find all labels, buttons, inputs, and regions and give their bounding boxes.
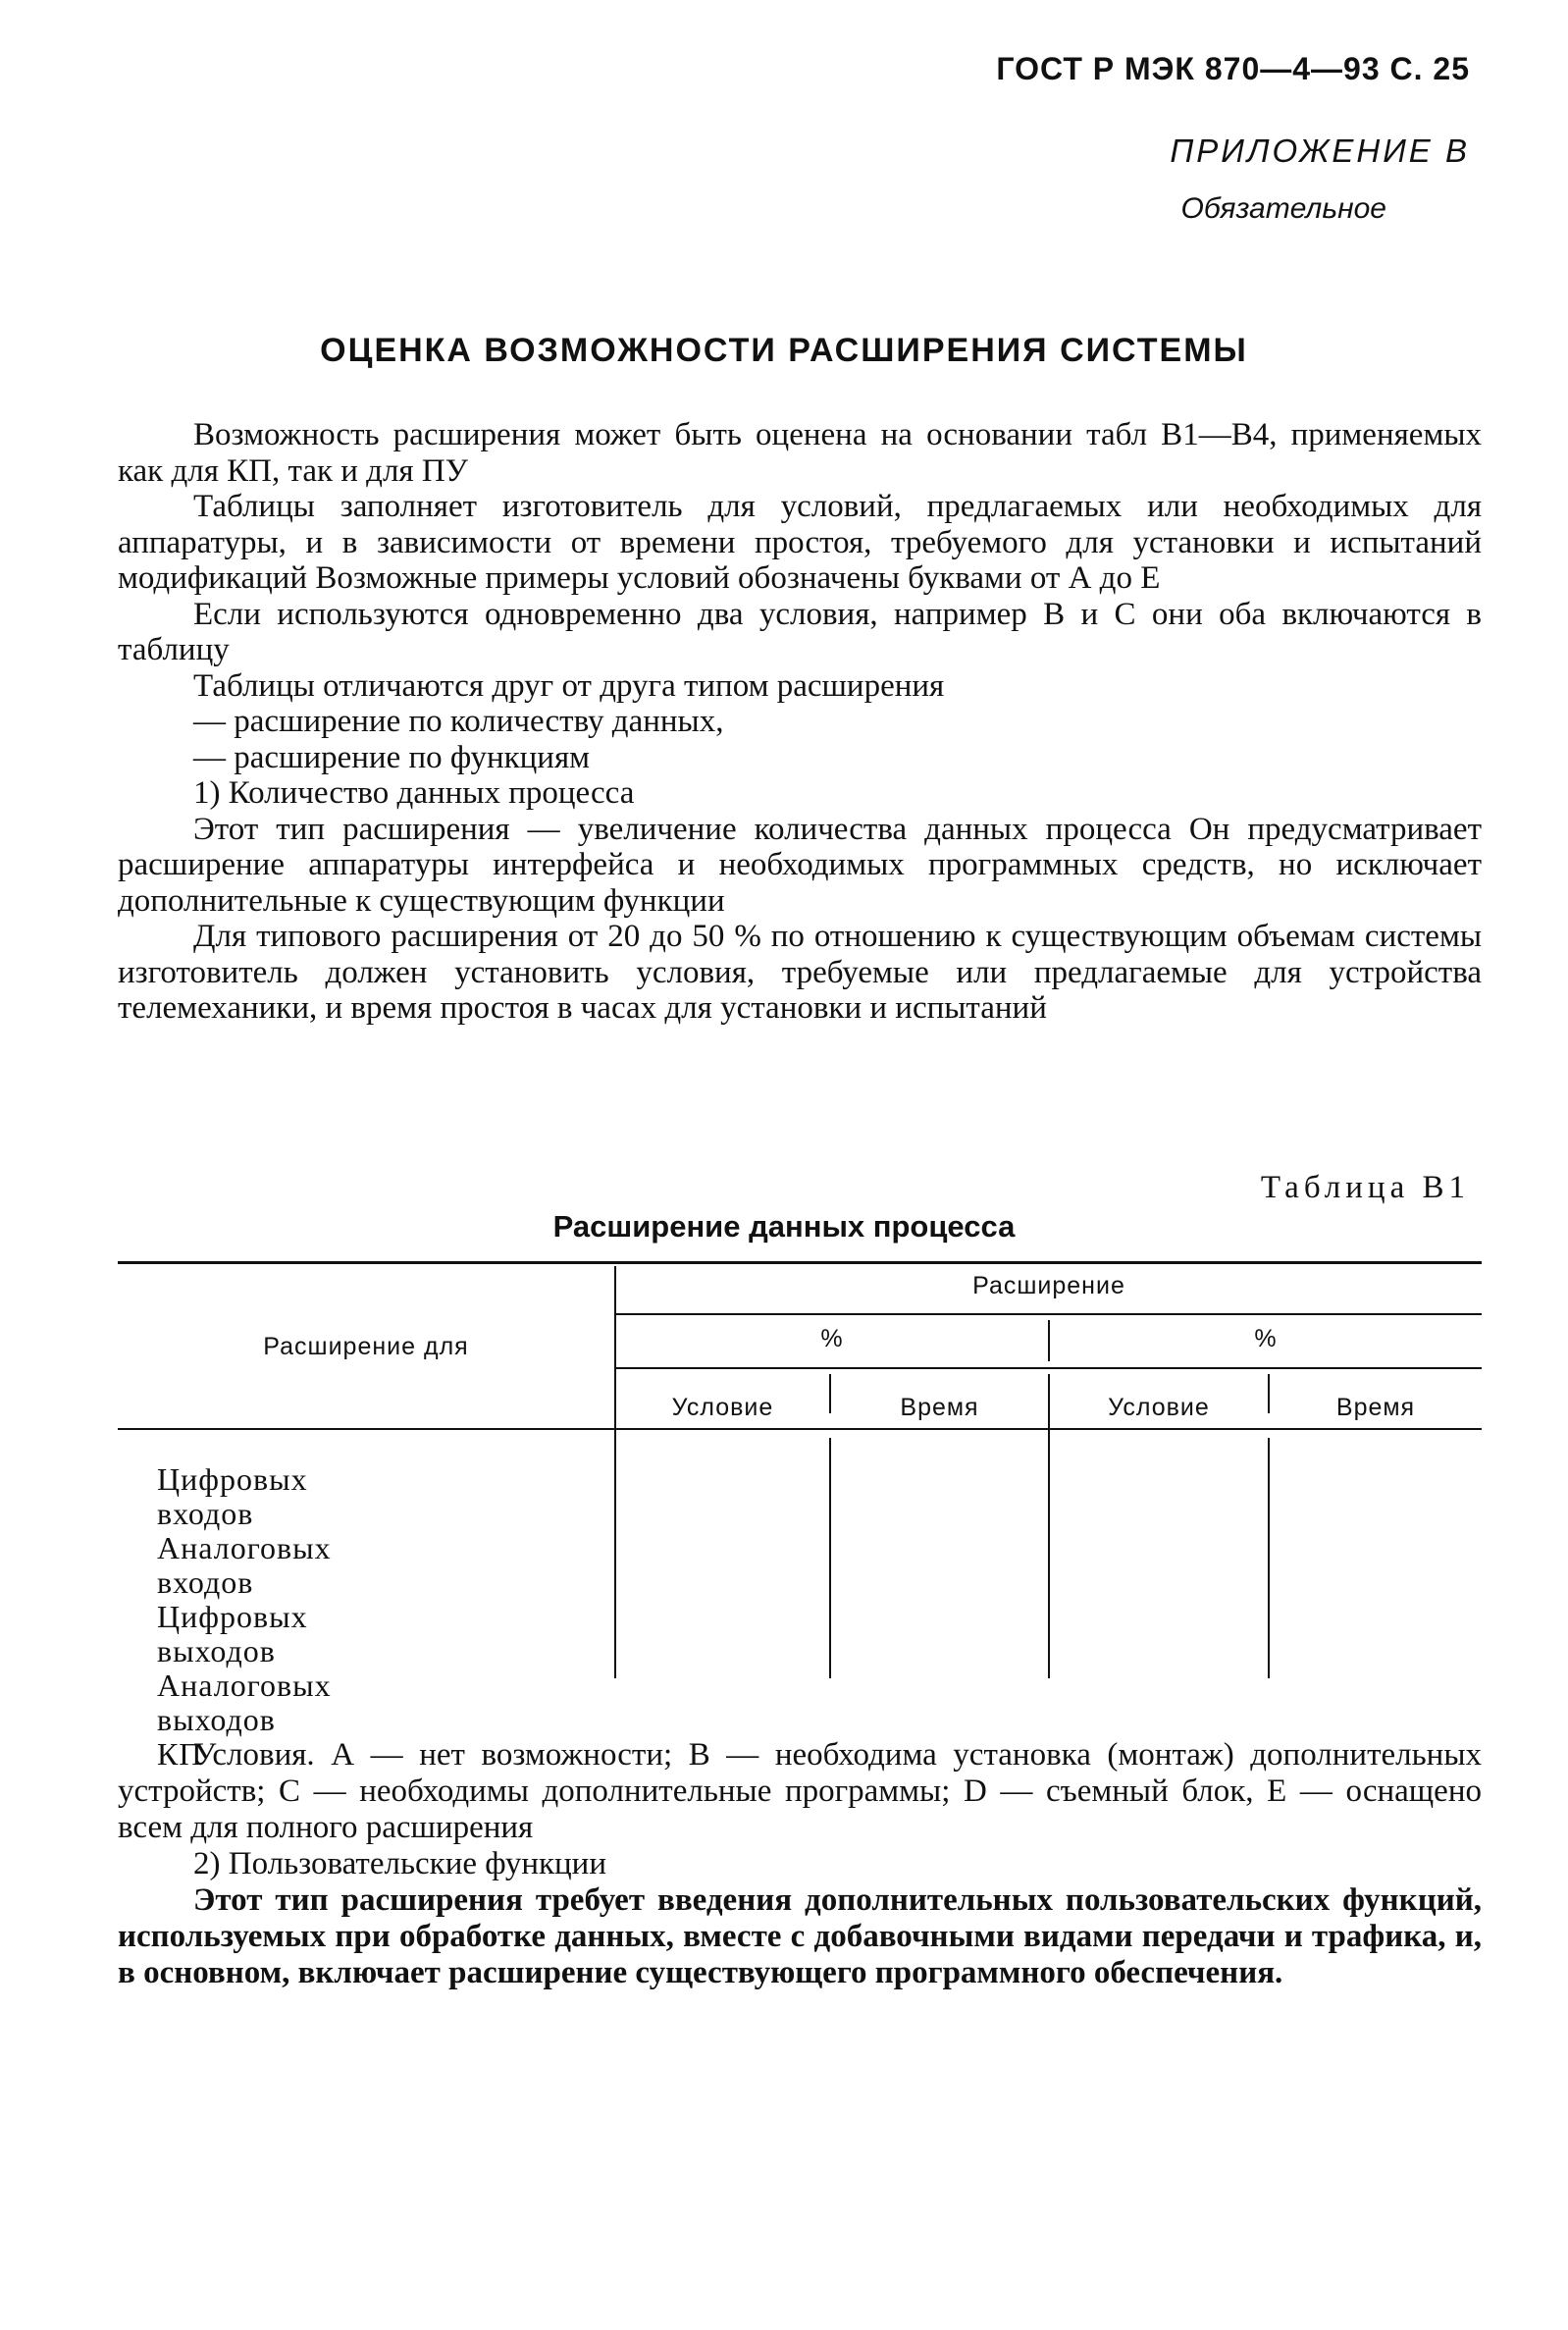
subsection-heading: 1) Количество данных процесса xyxy=(193,775,635,811)
section-title: ОЦЕНКА ВОЗМОЖНОСТИ РАСШИРЕНИЯ СИСТЕМЫ xyxy=(320,332,1248,369)
table-row: Цифровых выходов xyxy=(157,1599,308,1668)
post-table-text xyxy=(118,1737,1482,1991)
appendix-title: ПРИЛОЖЕНИЕ В xyxy=(1170,132,1470,169)
table-label: Таблица В1 xyxy=(1260,1170,1470,1205)
table-col-divider-sub xyxy=(1268,1438,1270,1678)
table-top-rule xyxy=(118,1261,1482,1264)
paragraph: Таблицы отличаются друг от друга типом расширения xyxy=(193,667,945,704)
group-header-label: Расширение xyxy=(972,1272,1125,1299)
table-group-rule xyxy=(615,1313,1482,1315)
sub-header-condition: Условие xyxy=(1108,1394,1210,1421)
table-title: Расширение данных процесса xyxy=(552,1209,1016,1244)
sub-header-time: Время xyxy=(1335,1394,1416,1421)
sub-header-condition: Условие xyxy=(671,1394,774,1421)
paragraph: Для типового расширения от 20 до 50 % по отношению к существующим объемам системы изготовитель должен установить условия, требуемые или предлагаемые для устройства телемеханики, и время простоя в часах для установки и испытаний xyxy=(118,919,1482,1026)
table-header-bottom-rule xyxy=(118,1428,1482,1430)
paragraph: Этот тип расширения — увеличение количества данных процесса Он предусматривает расширение аппаратуры интерфейса и необходимых программных средств, но исключает дополнительные к существующим функции xyxy=(118,811,1482,919)
body-text xyxy=(118,417,1482,1027)
list-item: — расширение по функциям xyxy=(193,739,591,775)
table-row: Аналоговых выходов xyxy=(157,1668,332,1737)
percent-left-label: % xyxy=(820,1325,844,1352)
table-row: Цифровых входов xyxy=(157,1461,308,1531)
conditions-legend: Условия. А — нет возможности; В — необходима установка (монтаж) дополнительных устройств; С — необходимы дополнительные программы; D — съемный блок, Е — оснащено всем для полного расширения xyxy=(118,1737,1482,1845)
sub-header-time: Время xyxy=(900,1394,979,1421)
percent-right-label: % xyxy=(1254,1325,1278,1352)
appendix-status: Обязательное xyxy=(1180,192,1386,225)
row-header-label: Расширение для xyxy=(263,1333,469,1360)
document-id: ГОСТ Р МЭК 870—4—93 С. 25 xyxy=(996,51,1470,86)
table-row: Аналоговых входов xyxy=(157,1530,332,1600)
paragraph: Возможность расширения может быть оценена на основании табл В1—В4, применяемых как для КП, так и для ПУ xyxy=(118,417,1482,489)
subsection-heading: 2) Пользовательские функции xyxy=(193,1846,606,1881)
table-row-labels xyxy=(157,1462,332,1772)
paragraph: Этот тип расширения требует введения дополнительных пользовательских функций, используемых при обработке данных, вместе с добавочными видами передачи и трафика, и, в основном, включает расширение существующего программного обеспечения. xyxy=(118,1882,1482,1990)
table-percent-rule xyxy=(615,1367,1482,1369)
paragraph: Если используются одновременно два условия, например В и С они оба включаются в таблицу xyxy=(118,596,1482,667)
table-col-divider-sub xyxy=(829,1438,831,1678)
paragraph: Таблицы заполняет изготовитель для условий, предлагаемых или необходимых для аппаратуры, и в зависимости от времени простоя, требуемого для установки и испытаний модификаций Возможные примеры условий обозначены буквами от А до Е xyxy=(118,489,1482,596)
table-row: КП xyxy=(157,1736,203,1772)
list-item: — расширение по количеству данных, xyxy=(193,704,724,739)
